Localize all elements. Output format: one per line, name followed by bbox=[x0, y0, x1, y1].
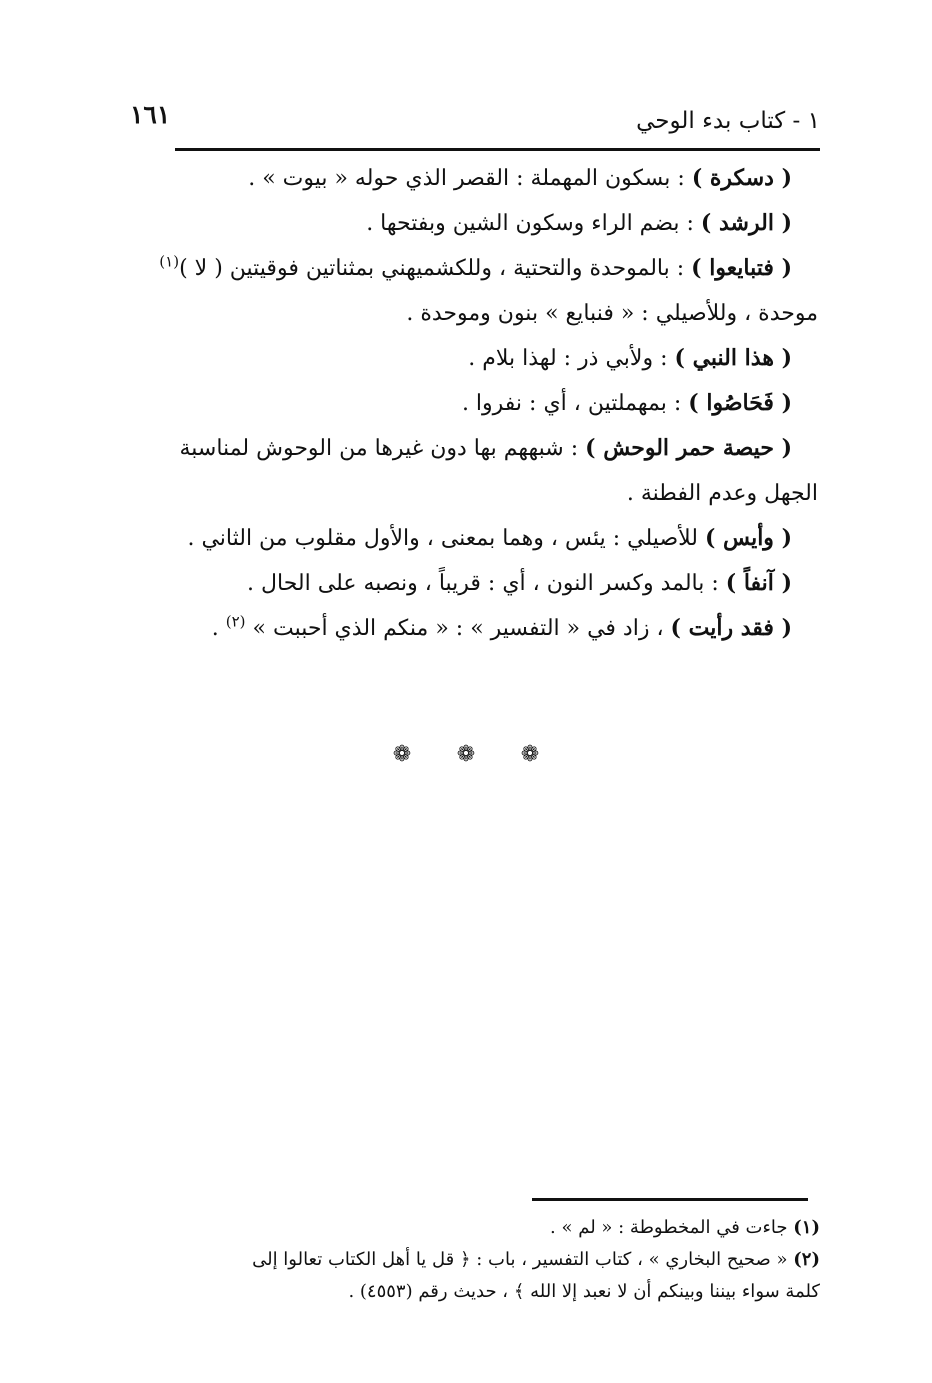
chapter-title: ١ - كتاب بدء الوحي bbox=[636, 108, 820, 134]
entry-text: : بسكون المهملة : القصر الذي حوله « بيوت » . bbox=[248, 166, 692, 191]
footnote-ref-2[interactable]: (٢) bbox=[225, 612, 246, 631]
footnote-2 bbox=[128, 1244, 820, 1276]
entry-text: للأصيلي : يئس ، وهما بمعنى ، والأول مقلوب من الثاني . bbox=[187, 526, 705, 551]
entry-term: ( هذا النبي ) bbox=[674, 345, 792, 371]
running-header bbox=[130, 98, 820, 148]
entry-term: ( الرشد ) bbox=[700, 210, 792, 236]
entry-term: ( وأيس ) bbox=[704, 525, 792, 551]
entry-wa-ayisa bbox=[136, 516, 818, 561]
entry-text: : شبههم بها دون غيرها من الوحوش لمناسبة bbox=[179, 436, 586, 461]
footnote-ref-1[interactable]: (١) bbox=[159, 252, 180, 271]
ornament-icon: ❁ bbox=[456, 742, 476, 767]
footnotes bbox=[128, 1212, 820, 1308]
entry-text: : ولأبي ذر : لهذا بلام . bbox=[468, 346, 675, 371]
footnote-1 bbox=[128, 1212, 820, 1244]
entry-faqad-raaytu bbox=[136, 606, 818, 651]
header-rule bbox=[175, 148, 820, 151]
entry-fahasu bbox=[136, 381, 818, 426]
entry-text: : بضم الراء وسكون الشين وبفتحها . bbox=[366, 211, 701, 236]
entry-text: : بمهملتين ، أي : نفروا . bbox=[461, 391, 689, 416]
footnote-text: جاءت في المخطوطة : « لم » . bbox=[550, 1217, 794, 1238]
entry-term: ( حيصة حمر الوحش ) bbox=[585, 435, 792, 461]
entry-continuation: الجهل وعدم الفطنة . bbox=[626, 481, 818, 506]
ornament-icon: ❁ bbox=[520, 742, 540, 767]
footnote-2-continuation: كلمة سواء بيننا وبينكم أن لا نعبد إلا الله ﴾ ، حديث رقم (٤٥٥٣) . bbox=[348, 1281, 820, 1302]
entry-hadha-annabi bbox=[136, 336, 818, 381]
entry-term: ( فتبايعوا ) bbox=[691, 255, 792, 281]
entry-tail: . bbox=[211, 616, 226, 641]
entry-term: ( فَحَاصُوا ) bbox=[688, 390, 792, 416]
entry-haysa bbox=[136, 426, 818, 516]
entry-term: ( دسكرة ) bbox=[691, 165, 792, 191]
entry-term: ( آنفاً ) bbox=[725, 570, 792, 596]
footnote-text: « صحيح البخاري » ، كتاب التفسير ، باب : ﴿ قل يا أهل الكتاب تعالوا إلى bbox=[252, 1249, 794, 1270]
entry-text: : بالموحدة والتحتية ، وللكشميهني بمثناتين فوقيتين ( لا ) bbox=[179, 256, 692, 281]
footnote-number: (١) bbox=[793, 1217, 820, 1238]
entry-text: ، زاد في « التفسير » : « منكم الذي أحببت » bbox=[245, 616, 671, 641]
commentary-body bbox=[136, 156, 818, 651]
entry-daskara bbox=[136, 156, 818, 201]
entry-continuation: موحدة ، وللأصيلي : « فنبايع » بنون وموحدة . bbox=[406, 301, 818, 326]
ornament-icon: ❁ bbox=[392, 742, 412, 767]
entry-tabayaau bbox=[136, 246, 818, 336]
entry-rushd bbox=[136, 201, 818, 246]
entry-anifan bbox=[136, 561, 818, 606]
page-number: ١٦١ bbox=[130, 100, 171, 129]
footnote-rule bbox=[532, 1198, 808, 1201]
entry-term: ( فقد رأيت ) bbox=[670, 615, 792, 641]
entry-text: : بالمد وكسر النون ، أي : قريباً ، ونصبه على الحال . bbox=[247, 571, 726, 596]
section-separator bbox=[366, 742, 566, 772]
footnote-number: (٢) bbox=[793, 1249, 820, 1270]
